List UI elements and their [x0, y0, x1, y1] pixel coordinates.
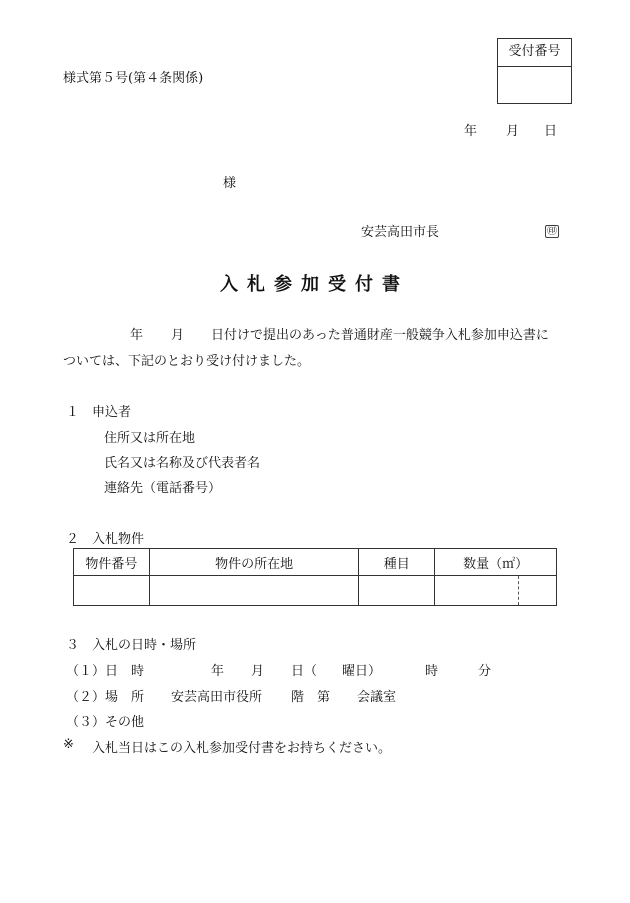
body-month: 月: [171, 328, 185, 343]
property-table: [73, 548, 557, 606]
applicant-address-label: 住所又は所在地: [104, 431, 196, 446]
section3-heading: ３ 入札の日時・場所: [66, 638, 197, 653]
cell-category[interactable]: [359, 576, 435, 606]
body-year: 年: [130, 328, 144, 343]
receipt-number-label: 受付番号: [498, 39, 571, 67]
col-property-number: 物件番号: [74, 549, 150, 576]
place-floor: 階: [291, 690, 305, 705]
datetime-minute: 分: [478, 664, 492, 679]
place-label: （２）場 所: [66, 690, 145, 705]
datetime-month: 月: [251, 664, 265, 679]
datetime-label: （１）日 時: [66, 664, 145, 679]
other-label: （３）その他: [66, 715, 145, 730]
applicant-name-label: 氏名又は名称及び代表者名: [104, 456, 261, 471]
date-year: 年: [464, 124, 478, 139]
body-line2: ついては、下記のとおり受け付けました。: [63, 354, 311, 369]
place-building: 安芸高田市役所: [171, 690, 263, 705]
date-day: 日: [544, 124, 558, 139]
place-room-prefix: 第: [317, 690, 331, 705]
document-title: 入札参加受付書: [220, 274, 409, 295]
col-category: 種目: [359, 549, 435, 576]
addressee-suffix: 様: [223, 176, 237, 191]
col-quantity: 数量（㎡）: [435, 549, 557, 576]
receipt-number-box: [497, 38, 572, 104]
table-row: [74, 576, 557, 606]
receipt-number-value[interactable]: [498, 67, 571, 105]
table-header-row: [74, 549, 557, 576]
col-property-location: 物件の所在地: [149, 549, 359, 576]
datetime-day: 日（: [291, 664, 318, 679]
datetime-hour: 時: [425, 664, 439, 679]
cell-property-location[interactable]: [149, 576, 359, 606]
note-mark: ※: [63, 737, 74, 752]
seal-mark: ㊞: [547, 226, 557, 237]
issuer-name: 安芸高田市長: [361, 225, 440, 240]
applicant-contact-label: 連絡先（電話番号）: [104, 481, 222, 496]
place-room: 会議室: [357, 690, 397, 705]
decimal-divider: [518, 576, 519, 605]
date-month: 月: [506, 124, 520, 139]
datetime-year: 年: [211, 664, 225, 679]
datetime-weekday: 曜日）: [342, 664, 382, 679]
section2-heading: ２ 入札物件: [66, 532, 145, 547]
cell-quantity[interactable]: [435, 576, 557, 606]
section1-heading: １ 申込者: [66, 405, 132, 420]
form-style-label: 様式第５号(第４条関係): [63, 71, 204, 86]
note-text: 入札当日はこの入札参加受付書をお持ちください。: [92, 741, 392, 756]
body-line1: 日付けで提出のあった普通財産一般競争入札参加申込書に: [211, 328, 549, 343]
cell-property-number[interactable]: [74, 576, 150, 606]
